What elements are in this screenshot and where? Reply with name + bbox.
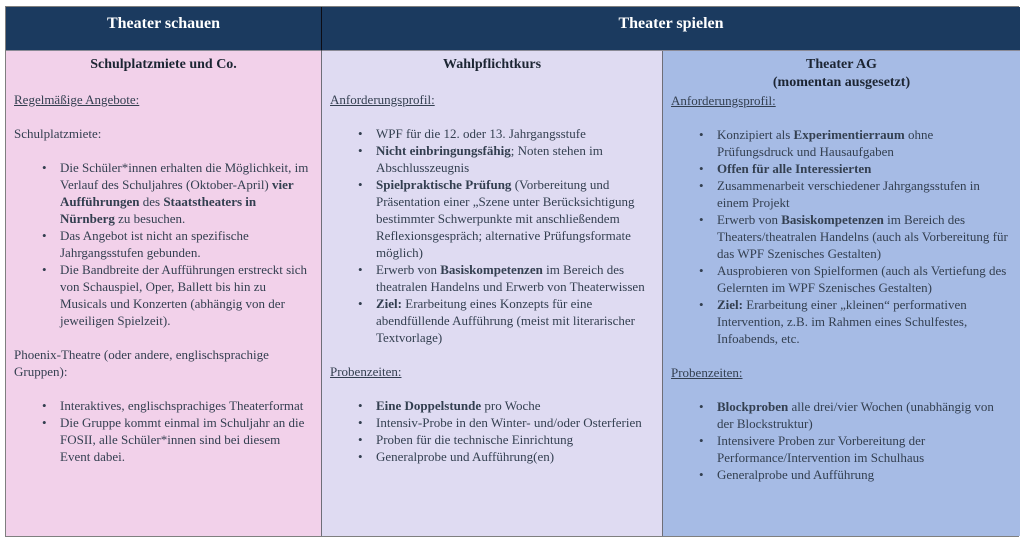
blank-line xyxy=(330,74,654,91)
bullet-list xyxy=(330,397,654,465)
blank-line xyxy=(14,142,313,159)
bullet-item xyxy=(40,261,313,329)
text-run: alle drei/vier Wochen (unabhängig von der Blockstruktur) xyxy=(717,399,994,431)
text-run: des xyxy=(139,194,164,209)
blank-line xyxy=(671,109,1012,126)
text-run: Die Gruppe kommt einmal im Schuljahr an die FOSII, alle Schüler*innen sind bei diesem Event dabei. xyxy=(60,415,305,464)
bullet-item xyxy=(356,176,654,261)
bold-text-run: Ziel: xyxy=(376,296,402,311)
text-run: Erarbeitung einer „kleinen“ performativen Intervention, z.B. im Rahmen eines Schulfestes, Infoabends, etc. xyxy=(717,297,968,346)
text-run: Konzipiert als xyxy=(717,127,794,142)
bullet-item xyxy=(40,414,313,465)
column-wahlpflichtkurs xyxy=(322,51,663,536)
column-theater-ag xyxy=(663,51,1020,536)
bullet-list xyxy=(671,398,1012,483)
bold-text-run: Blockproben xyxy=(717,399,789,414)
bullet-item xyxy=(40,397,313,414)
column-title: Wahlpflichtkurs xyxy=(442,57,542,72)
column-title: (momentan ausgesetzt) xyxy=(772,75,911,90)
bold-text-run: Eine Doppelstunde xyxy=(376,398,482,413)
text-run: Schulplatzmiete: xyxy=(14,126,102,141)
bullet-item xyxy=(40,227,313,261)
text-run: Erwerb von xyxy=(376,262,441,277)
text-run: WPF für die 12. oder 13. Jahrgangsstufe xyxy=(376,126,586,141)
bullet-item xyxy=(697,177,1012,211)
text-run: Erwerb von xyxy=(717,212,782,227)
bullet-item xyxy=(697,126,1012,160)
text-run: Die Bandbreite der Aufführungen erstreckt sich von Schauspiel, Oper, Ballett bis hin zu Musicals und Konzerten (abhängig von der jeweiligen Spielzeit). xyxy=(60,262,308,328)
blank-line xyxy=(14,329,313,346)
bullet-item xyxy=(697,296,1012,347)
bullet-item xyxy=(697,398,1012,432)
text-run: Intensivere Proben zur Vorbereitung der Performance/Intervention im Schulhaus xyxy=(717,433,926,465)
column-title: Schulplatzmiete und Co. xyxy=(90,57,237,72)
text-run: Das Angebot ist nicht an spezifische Jahrgangsstufen gebunden. xyxy=(60,228,249,260)
bold-text-run: Basiskompetenzen xyxy=(781,212,884,227)
bullet-item xyxy=(356,448,654,465)
text-run: Zusammenarbeit verschiedener Jahrgangsstufen in einem Projekt xyxy=(717,178,980,210)
bold-text-run: Ziel: xyxy=(717,297,743,312)
blank-line xyxy=(14,108,313,125)
text-run: Ausprobieren von Spielformen (auch als Vertiefung des Gelernten im WPF Szenisches Gestalten) xyxy=(717,263,1007,295)
bullet-item xyxy=(356,142,654,176)
bullet-list xyxy=(14,159,313,329)
text-run: ohne Prüfungsdruck und Hausaufgaben xyxy=(717,127,934,159)
bullet-list xyxy=(14,397,313,465)
text-run: ; Noten stehen im Abschlusszeugnis xyxy=(376,143,603,175)
text-run: pro Woche xyxy=(481,398,541,413)
bold-text-run: Experimentierraum xyxy=(793,127,905,142)
text-run: im Bereich des Theaters/theatralen Handelns (auch als Vorbereitung für das WPF Szenisches Gestalten) xyxy=(717,212,1008,261)
blank-line xyxy=(330,380,654,397)
comparison-table xyxy=(5,6,1019,537)
paragraph xyxy=(14,125,313,142)
text-run: zu besuchen. xyxy=(114,211,186,226)
section-heading: Anforderungsprofil: xyxy=(330,92,435,107)
bullet-item xyxy=(697,262,1012,296)
text-run: Phoenix-Theatre (oder andere, englischsprachige Gruppen): xyxy=(14,347,269,379)
column-schulplatzmiete xyxy=(6,51,322,536)
bullet-item xyxy=(697,466,1012,483)
bullet-item xyxy=(356,414,654,431)
bold-text-run: Staatstheaters in Nürnberg xyxy=(60,194,257,226)
blank-line xyxy=(671,347,1012,364)
text-run: Die Schüler*innen erhalten die Möglichkeit, im Verlauf des Schuljahres (Oktober-April) xyxy=(60,160,309,192)
bullet-item xyxy=(356,431,654,448)
blank-line xyxy=(14,74,313,91)
bullet-item xyxy=(356,397,654,414)
blank-line xyxy=(14,380,313,397)
blank-line xyxy=(671,381,1012,398)
section-heading: Probenzeiten: xyxy=(671,365,743,380)
text-run: Interaktives, englischsprachiges Theaterformat xyxy=(60,398,304,413)
bullet-item xyxy=(356,261,654,295)
column-title: Theater AG xyxy=(806,57,877,72)
bullet-item xyxy=(356,295,654,346)
bold-text-run: Nicht einbringungsfähig xyxy=(376,143,511,158)
header-theater-spielen: Theater spielen xyxy=(322,7,1020,51)
text-run: Proben für die technische Einrichtung xyxy=(376,432,574,447)
section-heading: Anforderungsprofil: xyxy=(671,93,776,108)
blank-line xyxy=(330,346,654,363)
bold-text-run: Spielpraktische Prüfung xyxy=(376,177,512,192)
paragraph xyxy=(14,346,313,380)
text-run: Generalprobe und Aufführung xyxy=(717,467,875,482)
text-run: Intensiv-Probe in den Winter- und/oder Osterferien xyxy=(376,415,642,430)
text-run: (Vorbereitung und Präsentation einer „Szene unter Berücksichtigung bestimmter Schwerpunkte mit anschließendem Reflexionsgespräch; alternative Prüfungsformate möglich) xyxy=(376,177,635,260)
bold-text-run: Basiskompetenzen xyxy=(440,262,543,277)
text-run: Generalprobe und Aufführung(en) xyxy=(376,449,555,464)
bullet-list xyxy=(330,125,654,346)
blank-line xyxy=(330,108,654,125)
bold-text-run: vier Aufführungen xyxy=(60,177,294,209)
bullet-list xyxy=(671,126,1012,347)
header-theater-schauen: Theater schauen xyxy=(6,7,322,51)
bold-text-run: Offen für alle Interessierten xyxy=(717,161,872,176)
text-run: im Bereich des theatralen Handelns und Erwerb von Theaterwissen xyxy=(376,262,645,294)
text-run: Erarbeitung eines Konzepts für eine abendfüllende Aufführung (meist mit literarischer Textvorlage) xyxy=(376,296,635,345)
bullet-item xyxy=(40,159,313,227)
bullet-item xyxy=(697,160,1012,177)
bullet-item xyxy=(697,211,1012,262)
section-heading: Regelmäßige Angebote: xyxy=(14,92,140,107)
bullet-item xyxy=(697,432,1012,466)
section-heading: Probenzeiten: xyxy=(330,364,402,379)
bullet-item xyxy=(356,125,654,142)
